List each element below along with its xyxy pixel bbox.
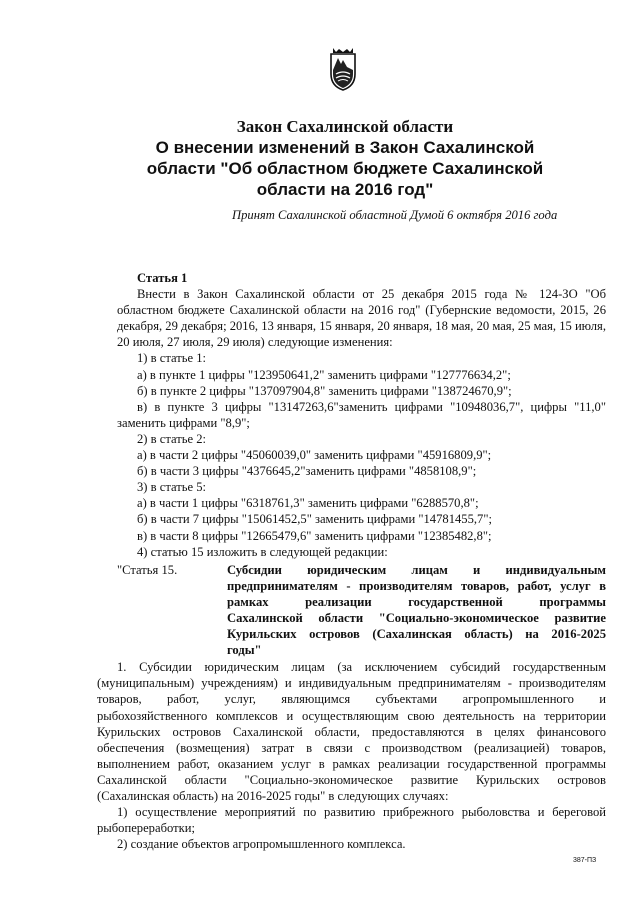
- article-1-intro: областном бюджете Сахалинской области на 2016 год" (Губернские ведомости, 2015, 26: [117, 303, 606, 318]
- amendment-item: б) в части 7 цифры "15061452,5" заменить цифрами "14781455,7";: [137, 512, 492, 527]
- paragraph-line: товаров, работ, услуг, являющимся субъектами агропромышленного и: [97, 692, 606, 707]
- paragraph-line: Курильских островов Сахалинской области, предоставляются в целях финансового: [97, 724, 606, 739]
- case-item: рыбопереработки;: [97, 821, 195, 836]
- amendment-item: заменить цифрами "8,9";: [117, 415, 250, 430]
- case-item: 2) создание объектов агропромышленного комплекса.: [117, 837, 406, 852]
- document-code: 387-ПЗ: [573, 857, 597, 864]
- article-1-intro: декабря, 29 декабря; 2016, 13 января, 15 января, 20 января, 18 мая, 20 мая, 25 мая, 15 июля,: [117, 319, 607, 334]
- law-body: [97, 270, 607, 852]
- paragraph-line: рыбохозяйственного комплексов и осуществляющим свою деятельность на территории: [97, 708, 606, 723]
- title-line-2: О внесении изменений в Закон Сахалинской: [155, 138, 535, 157]
- amendment-item: в) в пункте 3 цифры "13147263,6"заменить цифрами "10948036,7", цифры "11,0": [137, 399, 606, 414]
- law-title: [140, 116, 550, 200]
- paragraph-line: Сахалинской области "Социально-экономическое развитие Курильских островов: [97, 772, 606, 787]
- paragraph-line: (муниципальным) учреждениям) и индивидуальным предпринимателям - производителям: [97, 676, 606, 691]
- article-15-title: [227, 562, 606, 659]
- sakhalin-coat-of-arms-icon: [327, 48, 359, 92]
- article-15-title-line: предпринимателям - производителям товаров, работ, услуг в: [227, 578, 606, 593]
- article-1-heading: Статья 1: [137, 271, 188, 285]
- amendment-item: 3) в статье 5:: [137, 480, 207, 495]
- amendment-item: 1) в статье 1:: [137, 351, 207, 366]
- case-item: 1) осуществление мероприятий по развитию прибрежного рыболовства и береговой: [117, 805, 606, 820]
- amendment-item: б) в пункте 2 цифры "137097904,8" заменить цифрами "138724670,9";: [137, 383, 512, 398]
- paragraph-line: выполнением работ, оказанием услуг в рамках реализации государственной программы: [97, 756, 606, 771]
- adoption-note: Принят Сахалинской областной Думой 6 октября 2016 года: [232, 208, 558, 222]
- amendment-item: 4) статью 15 изложить в следующей редакции:: [137, 544, 388, 559]
- title-line-3: области "Об областном бюджете Сахалинской: [146, 159, 544, 178]
- article-1-intro: Внести в Закон Сахалинской области от 25 декабря 2015 года № 124-ЗО "Об: [137, 287, 606, 302]
- article-15-paragraph-1: [97, 659, 606, 852]
- article-1-intro: 20 июля, 27 июля, 29 июля) следующие изменения:: [117, 335, 393, 350]
- amendment-item: а) в части 2 цифры "45060039,0" заменить цифрами "45916809,9";: [137, 448, 492, 463]
- article-15-title-line: рамках реализации государственной программы: [227, 594, 606, 609]
- title-line-1: Закон Сахалинской области: [236, 117, 454, 136]
- article-15-title-line: годы": [227, 643, 262, 658]
- paragraph-line: обеспечения (возмещения) затрат в связи с производством (реализацией) товаров,: [97, 740, 606, 755]
- article-15-label: "Статья 15.: [117, 562, 178, 577]
- amendment-item: 2) в статье 2:: [137, 431, 207, 446]
- article-15-title-line: Субсидии юридическим лицам и индивидуальным: [227, 562, 606, 577]
- amendment-item: а) в пункте 1 цифры "123950641,2" заменить цифрами "127776634,2";: [137, 367, 511, 382]
- amendment-item: а) в части 1 цифры "6318761,3" заменить цифрами "6288570,8";: [137, 496, 479, 511]
- article-15-title-line: Курильских островов (Сахалинская область) на 2016-2025: [227, 627, 606, 642]
- amendment-item: б) в части 3 цифры "4376645,2"заменить цифрами "4858108,9";: [137, 464, 477, 479]
- article-15-heading: [117, 562, 606, 659]
- paragraph-line: (Сахалинская область) на 2016-2025 годы" в следующих случаях:: [97, 789, 449, 803]
- title-line-4: области на 2016 год": [256, 180, 434, 199]
- paragraph-line: 1. Субсидии юридическим лицам (за исключением субсидий государственным: [117, 660, 606, 675]
- article-15-title-line: Сахалинской области "Социально-экономическое развитие: [227, 610, 606, 625]
- amendment-item: в) в части 8 цифры "12665479,6" заменить цифрами "12385482,8";: [137, 528, 492, 543]
